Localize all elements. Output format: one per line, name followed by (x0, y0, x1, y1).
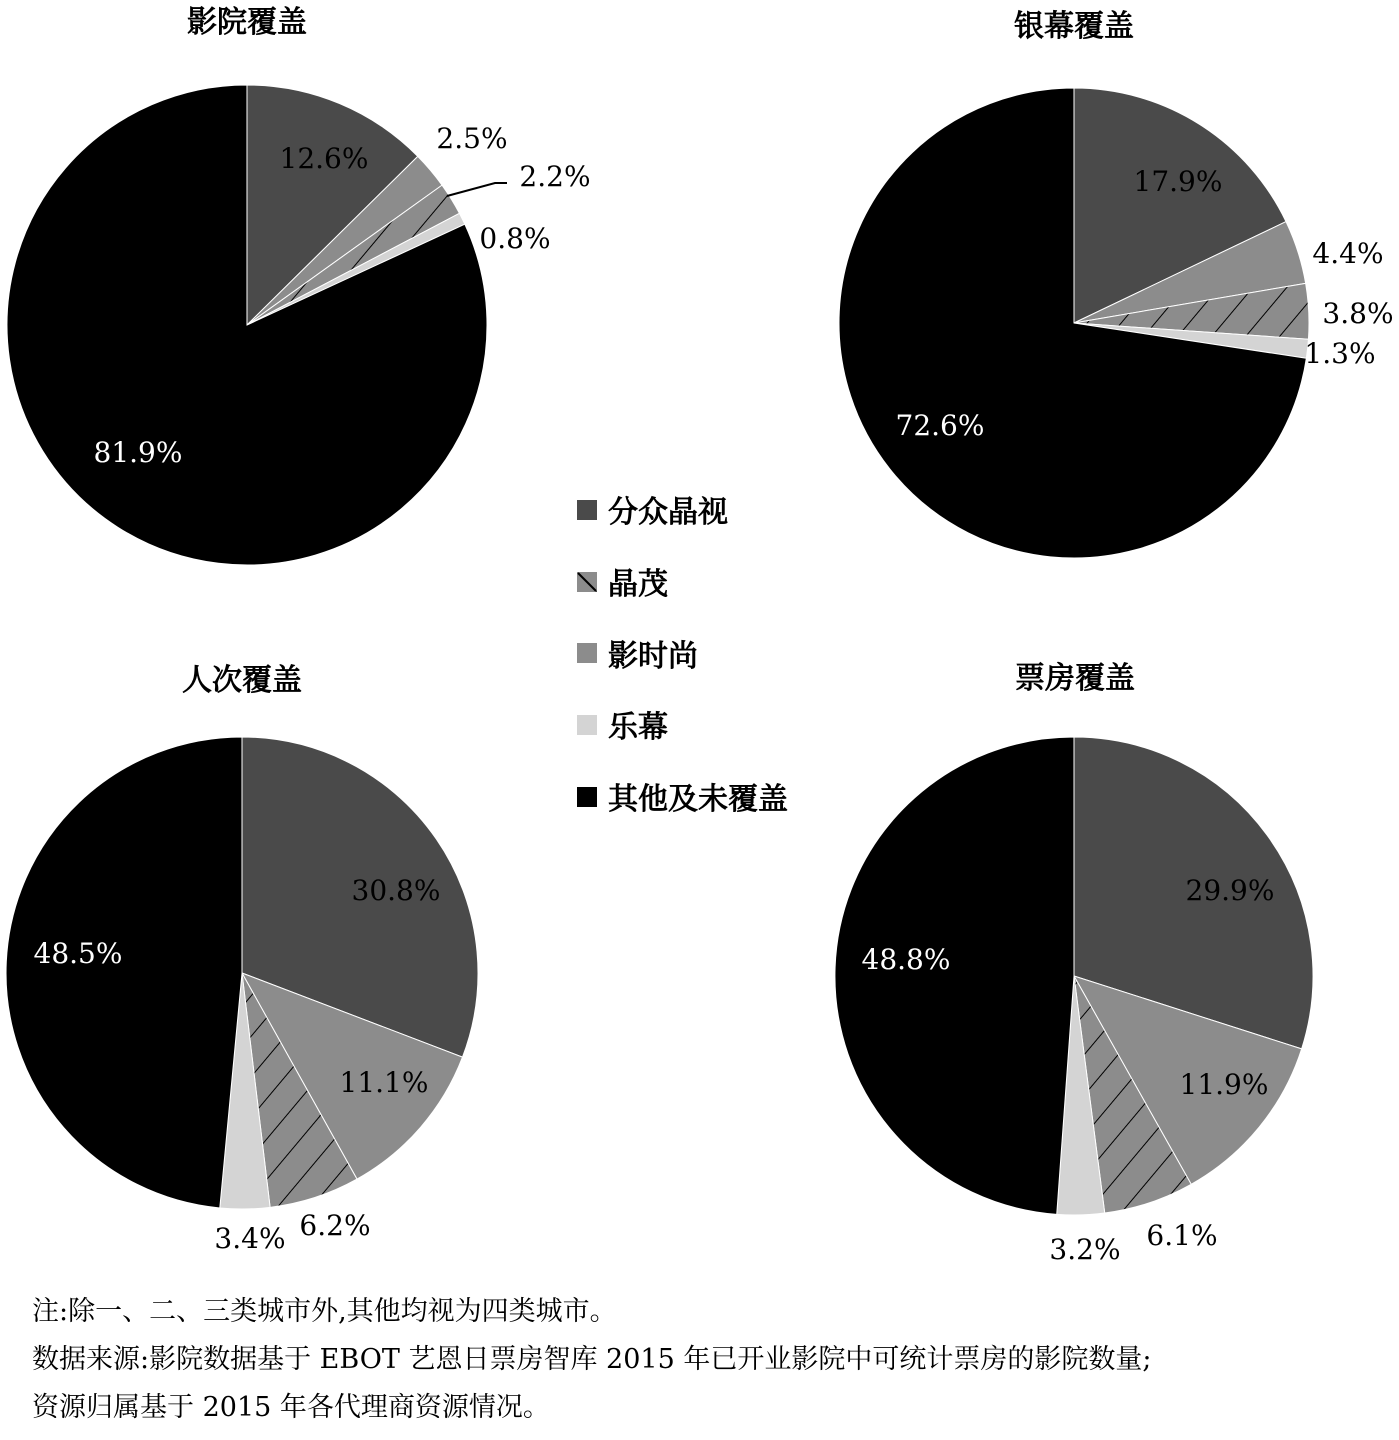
leader-line (447, 183, 507, 196)
pie-chart-screen (839, 9, 1394, 558)
data-label: 4.4% (1312, 237, 1384, 270)
data-label: 72.6% (895, 409, 985, 442)
pie-chart-admissions (6, 663, 478, 1255)
chart-title-boxoffice: 票房覆盖 (1015, 661, 1135, 696)
data-label: 30.8% (351, 874, 441, 907)
data-label: 11.1% (339, 1066, 429, 1099)
data-label: 3.8% (1322, 297, 1394, 330)
chart-title-admissions: 人次覆盖 (182, 663, 302, 698)
chart-title-screen: 银幕覆盖 (1014, 9, 1134, 44)
data-label: 48.8% (861, 943, 951, 976)
footnote-note: 注:除一、二、三类城市外,其他均视为四类城市。 (32, 1296, 617, 1327)
data-label: 12.6% (279, 142, 369, 175)
data-label: 6.2% (299, 1209, 371, 1242)
pie-screen (839, 88, 1394, 558)
footnotes (32, 1288, 1382, 1432)
legend-label-lemu: 乐幕 (608, 710, 668, 745)
data-label: 1.3% (1304, 337, 1376, 370)
legend-label-yingshishang: 影时尚 (608, 639, 698, 674)
slice-other (6, 737, 242, 1208)
footnote-source-cont: 资源归属基于 2015 年各代理商资源情况。 (32, 1392, 550, 1423)
pie-cinema (7, 85, 591, 565)
data-label: 29.9% (1185, 874, 1275, 907)
data-label: 3.2% (1049, 1233, 1121, 1266)
legend-swatch-fenzhong (577, 500, 597, 520)
legend-label-jingmao: 晶茂 (608, 567, 668, 602)
footnote-source: 数据来源:影院数据基于 EBOT 艺恩日票房智库 2015 年已开业影院中可统计票房的影院数量; (32, 1344, 1152, 1375)
data-label: 11.9% (1179, 1068, 1269, 1101)
data-label: 2.2% (519, 160, 591, 193)
data-label: 6.1% (1146, 1219, 1218, 1252)
pie-admissions (6, 737, 478, 1255)
legend-swatch-lemu (577, 715, 597, 735)
legend-label-fenzhong: 分众晶视 (608, 495, 728, 530)
data-label: 48.5% (33, 937, 123, 970)
data-label: 0.8% (479, 222, 551, 255)
data-label: 17.9% (1133, 165, 1223, 198)
legend-swatch-other (577, 787, 597, 807)
data-label: 81.9% (93, 436, 183, 469)
legend (577, 495, 788, 817)
legend-label-other: 其他及未覆盖 (608, 782, 788, 817)
data-label: 3.4% (214, 1222, 286, 1255)
pie-chart-cinema (7, 5, 591, 565)
pie-chart-boxoffice (835, 661, 1313, 1266)
pie-boxoffice (835, 737, 1313, 1266)
data-label: 2.5% (436, 122, 508, 155)
legend-swatch-yingshishang (577, 643, 597, 663)
chart-title-cinema: 影院覆盖 (187, 5, 307, 40)
